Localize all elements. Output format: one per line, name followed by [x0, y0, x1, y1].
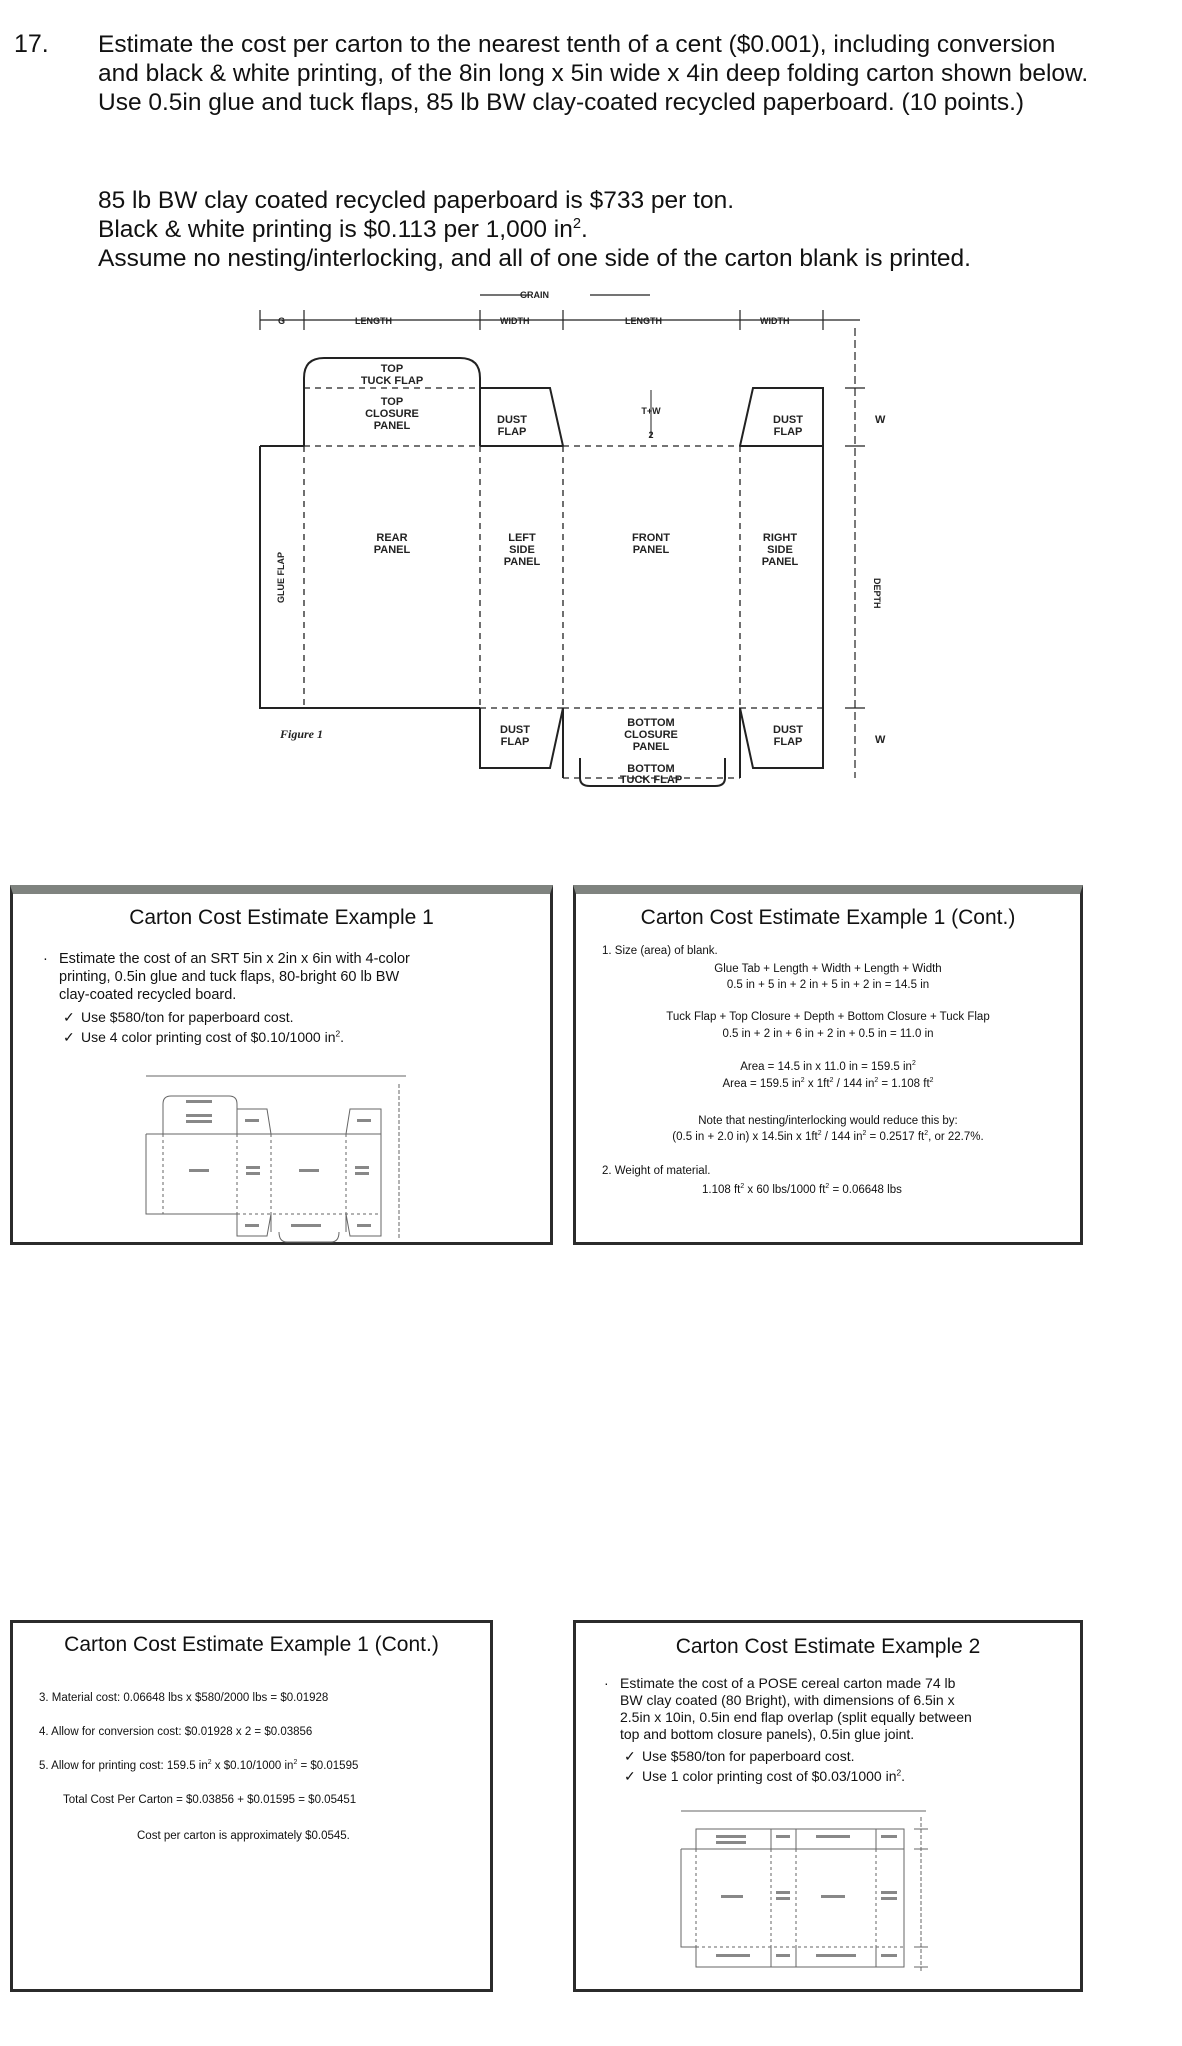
sq-sup: 2 [911, 1060, 916, 1068]
length-label-1: LENGTH [355, 316, 392, 326]
g-label: G [278, 316, 286, 326]
slide-example-1-cont-a [573, 885, 1083, 1245]
bottom-closure-2: CLOSURE [624, 729, 678, 741]
paperboard-price-line: 85 lb BW clay coated recycled paperboard is $733 per ton. [98, 187, 735, 214]
dust-flap-br-1: DUST [773, 724, 803, 736]
note-text: / 144 in [821, 1131, 863, 1143]
check-text: Use 1 color printing cost of $0.03/1000 in [642, 1768, 897, 1784]
area-calc-1 [576, 1060, 1080, 1075]
sq-sup: 2 [829, 1077, 834, 1085]
left-side-3: PANEL [503, 556, 541, 568]
right-side-1: RIGHT [762, 532, 798, 544]
assumption-line: Assume no nesting/interlocking, and all of one side of the carton blank is printed. [98, 245, 971, 272]
carton-dieline-svg [250, 278, 900, 788]
note-text: = 0.2517 ft [866, 1131, 925, 1143]
bottom-tuck-1: BOTTOM [627, 763, 675, 775]
top-tuck-label-2: TUCK FLAP [360, 375, 424, 387]
check-icon: ✓ [63, 1029, 75, 1045]
conversion-cost-line: 4. Allow for conversion cost: $0.01928 x 2 = $0.03856 [39, 1726, 313, 1738]
left-side-1: LEFT [508, 532, 536, 544]
note-text: , or 22.7%. [928, 1131, 984, 1143]
weight-text: x 60 lbs/1000 ft [744, 1184, 826, 1196]
area-text: Area = 159.5 in [722, 1078, 801, 1090]
check-period: . [340, 1029, 345, 1045]
printing-price-text: Black & white printing is $0.113 per 1,000 in [98, 216, 573, 243]
printing-text: 5. Allow for printing cost: 159.5 in [39, 1760, 208, 1772]
slide-title: Carton Cost Estimate Example 1 [129, 906, 434, 929]
step-1-heading: 1. Size (area) of blank. [602, 945, 718, 957]
sq-sup: 2 [929, 1077, 934, 1085]
check-text: Use $580/ton for paperboard cost. [642, 1748, 855, 1764]
check-text: Use 4 color printing cost of $0.10/1000 in [81, 1029, 336, 1045]
area-text: x 1ft [804, 1078, 830, 1090]
slide-example-1 [10, 885, 553, 1245]
weight-text: 1.108 ft [702, 1184, 741, 1196]
dust-flap-bl-2: FLAP [500, 736, 530, 748]
dust-flap-tr-2: FLAP [773, 426, 803, 438]
width-label-1: WIDTH [500, 316, 530, 326]
front-panel-1: FRONT [632, 532, 670, 544]
check-icon: ✓ [624, 1748, 636, 1764]
bullet-line: printing, 0.5in glue and tuck flaps, 80-bright 60 lb BW [59, 969, 400, 985]
area-text: = 1.108 ft [878, 1078, 930, 1090]
slide-example-1-cont-b [10, 1620, 493, 1992]
sq-sup: 2 [293, 1759, 298, 1767]
w-label-bottom: W [875, 734, 886, 746]
area-text: / 144 in [833, 1078, 875, 1090]
printing-text: x $0.10/1000 in [211, 1760, 294, 1772]
depth-label: DEPTH [872, 578, 882, 609]
printing-cost-line [39, 1759, 358, 1774]
sq-sup: 2 [924, 1130, 929, 1138]
approx-cost-line: Cost per carton is approximately $0.0545. [137, 1830, 350, 1842]
right-side-2: SIDE [767, 544, 793, 556]
check-period: . [901, 1768, 906, 1784]
dust-flap-tl-2: FLAP [497, 426, 527, 438]
slide-title: Carton Cost Estimate Example 1 (Cont.) [64, 1633, 439, 1656]
sq-sup: 2 [817, 1130, 822, 1138]
bullet-line: Estimate the cost of a POSE cereal carton made 74 lb [620, 1675, 956, 1691]
carton-dieline-figure [250, 278, 900, 788]
bullet-line: 2.5in x 10in, 0.5in end flap overlap (split equally between [620, 1709, 972, 1725]
nesting-note-1: Note that nesting/interlocking would reduce this by: [698, 1115, 958, 1127]
glue-flap-label: GLUE FLAP [276, 552, 286, 603]
grain-label: GRAIN [520, 290, 549, 300]
top-closure-label-2: CLOSURE [365, 408, 419, 420]
glue-formula: Glue Tab + Length + Width + Length + Width [714, 963, 942, 975]
slide4-bullet [604, 1675, 1080, 1743]
question-number: 17. [14, 30, 49, 58]
width-label-2: WIDTH [760, 316, 790, 326]
printing-text: = $0.01595 [297, 1760, 359, 1772]
printing-price-period: . [581, 216, 588, 243]
sq-sup: 2 [207, 1759, 212, 1767]
slide4-check-2 [624, 1767, 905, 1785]
printing-price-line [98, 215, 1118, 244]
step-2-heading: 2. Weight of material. [602, 1165, 711, 1177]
area-text: Area = 14.5 in x 11.0 in = 159.5 in [740, 1061, 912, 1073]
bottom-tuck-2: TUCK FLAP [619, 774, 683, 786]
w-label-top: W [875, 414, 886, 426]
dust-flap-tr-1: DUST [773, 414, 803, 426]
bullet-line: clay-coated recycled board. [59, 987, 237, 1003]
total-cost-line: Total Cost Per Carton = $0.03856 + $0.01595 = $0.05451 [63, 1794, 357, 1806]
bullet-line: Estimate the cost of an SRT 5in x 2in x 6in with 4-color [59, 951, 410, 967]
slide4-dieline-thumbnail [676, 1797, 956, 1982]
slide1-bullet [43, 950, 539, 1004]
top-closure-label-1: TOP [380, 396, 404, 408]
check-icon: ✓ [624, 1768, 636, 1784]
tuck-calc: 0.5 in + 2 in + 6 in + 2 in + 0.5 in = 11.0 in [722, 1028, 934, 1040]
check-sup: 2 [335, 1028, 341, 1039]
slide-title: Carton Cost Estimate Example 2 [675, 1635, 981, 1658]
tw-denominator: 2 [648, 430, 654, 440]
tuck-formula: Tuck Flap + Top Closure + Depth + Bottom Closure + Tuck Flap [666, 1011, 990, 1023]
check-sup: 2 [896, 1767, 902, 1778]
slide1-check-2 [63, 1028, 344, 1046]
front-panel-2: PANEL [632, 544, 670, 556]
tw-label: T+W [641, 406, 661, 416]
figure-caption: Figure 1 [280, 727, 324, 741]
slide-example-2 [573, 1620, 1083, 1992]
bullet-line: BW clay coated (80 Bright), with dimensions of 6.5in x [620, 1692, 955, 1708]
sq-sup: 2 [800, 1077, 805, 1085]
slide4-check-1 [624, 1747, 854, 1765]
sq-sup: 2 [874, 1077, 879, 1085]
weight-calc [702, 1183, 902, 1198]
left-side-2: SIDE [509, 544, 535, 556]
sq-sup: 2 [862, 1130, 867, 1138]
printing-price-sup: 2 [572, 215, 582, 232]
glue-calc: 0.5 in + 5 in + 2 in + 5 in + 2 in = 14.5 in [726, 979, 930, 991]
top-closure-label-3: PANEL [373, 420, 411, 432]
note-text: (0.5 in + 2.0 in) x 14.5in x 1ft [672, 1131, 818, 1143]
right-side-3: PANEL [761, 556, 799, 568]
sq-sup: 2 [825, 1183, 830, 1191]
slide-title: Carton Cost Estimate Example 1 (Cont.) [640, 906, 1016, 929]
rear-panel-1: REAR [376, 532, 408, 544]
question-text: Estimate the cost per carton to the nearest tenth of a cent ($0.001), including conversion and black & white printing, of the 8in long x 5in wide x 4in deep folding carton shown below. Use 0.5in glue and tuck flaps, 85 lb BW clay-coated recycled paperboard. (10 points.) [98, 31, 1089, 116]
bottom-closure-1: BOTTOM [627, 717, 675, 729]
check-text: Use $580/ton for paperboard cost. [81, 1009, 294, 1025]
dust-flap-br-2: FLAP [773, 736, 803, 748]
weight-text: = 0.06648 lbs [829, 1184, 902, 1196]
area-calc-2 [576, 1077, 1080, 1092]
sq-sup: 2 [740, 1183, 745, 1191]
slide1-dieline-thumbnail [141, 1064, 421, 1244]
top-tuck-label-1: TOP [380, 363, 404, 375]
bullet-dot: · [604, 1675, 609, 1691]
bullet-line: top and bottom closure panels), 0.5in glue joint. [620, 1726, 915, 1742]
rear-panel-2: PANEL [373, 544, 411, 556]
check-icon: ✓ [63, 1009, 75, 1025]
question-given-info [98, 186, 1118, 273]
bottom-closure-3: PANEL [632, 741, 670, 753]
nesting-note-2 [576, 1130, 1080, 1145]
bullet-dot: · [43, 951, 48, 967]
dust-flap-bl-1: DUST [500, 724, 530, 736]
dust-flap-tl-1: DUST [497, 414, 527, 426]
slide1-check-1 [63, 1008, 293, 1026]
material-cost-line: 3. Material cost: 0.06648 lbs x $580/2000 lbs = $0.01928 [39, 1692, 329, 1704]
length-label-2: LENGTH [625, 316, 662, 326]
